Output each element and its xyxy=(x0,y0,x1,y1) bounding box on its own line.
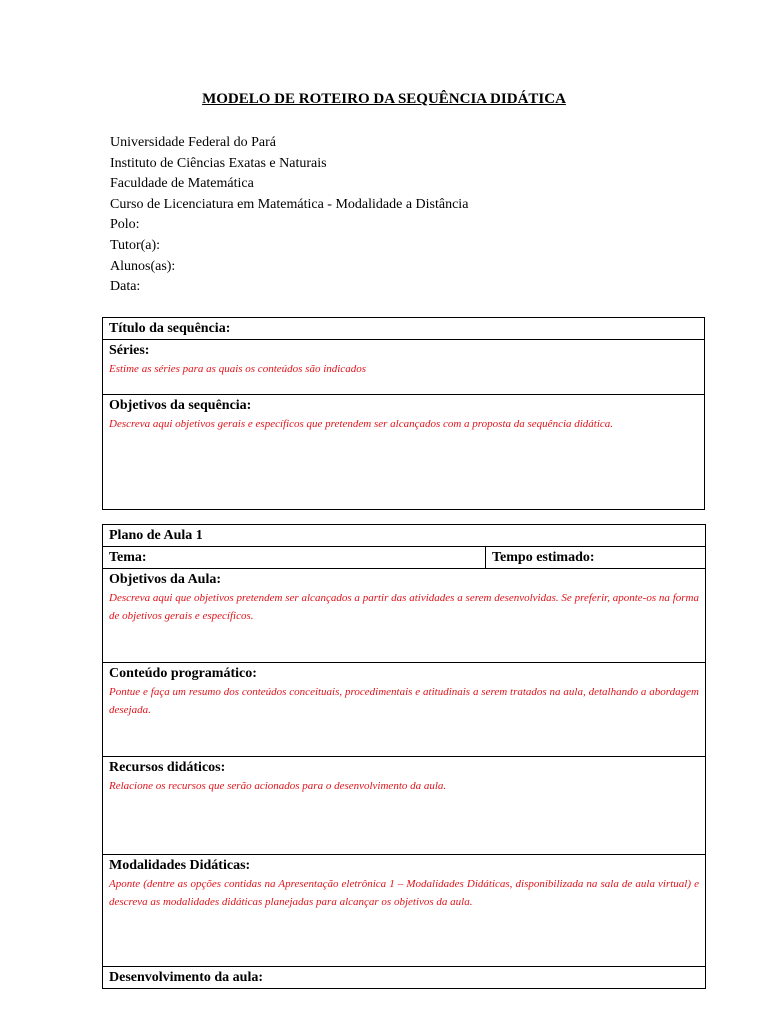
didactic-modalities-hint: Aponte (dentre as opções contidas na Apresentação eletrônica 1 – Modalidades Didáticas, disponibilizada na sala de aula virtual) e descreva as modalidades didáticas planejadas para alcançar os objetivos da aula. xyxy=(109,878,699,908)
course-line: Curso de Licenciatura em Matemática - Modalidade a Distância xyxy=(110,196,469,212)
program-content-label: Conteúdo programático: xyxy=(109,666,257,681)
didactic-resources-hint: Relacione os recursos que serão acionados para o desenvolvimento da aula. xyxy=(109,780,447,792)
lesson-development-label: Desenvolvimento da aula: xyxy=(109,970,263,985)
students-line: Alunos(as): xyxy=(110,258,176,274)
sequence-title-label: Título da sequência: xyxy=(109,321,231,336)
lesson-plan-cell xyxy=(103,525,706,547)
lesson-development-cell xyxy=(103,967,706,989)
didactic-resources-cell xyxy=(103,757,706,855)
tutor-line: Tutor(a): xyxy=(110,237,161,253)
sequence-title-cell xyxy=(103,318,705,340)
lesson-objectives-label: Objetivos da Aula: xyxy=(109,572,222,587)
university-line: Universidade Federal do Pará xyxy=(110,135,276,150)
sequence-objectives-label: Objetivos da sequência: xyxy=(109,398,252,413)
document-title: MODELO DE ROTEIRO DA SEQUÊNCIA DIDÁTICA xyxy=(202,91,566,107)
series-label: Séries: xyxy=(109,343,150,358)
series-cell xyxy=(103,340,705,395)
header-block xyxy=(110,133,468,298)
theme-cell xyxy=(103,547,486,569)
estimated-time-cell xyxy=(486,547,706,569)
didactic-resources-label: Recursos didáticos: xyxy=(109,760,226,775)
program-content-hint: Pontue e faça um resumo dos conteúdos conceituais, procedimentais e atitudinais a serem tratados na aula, detalhando a abordagem desejada. xyxy=(109,686,699,716)
sequence-objectives-hint: Descreva aqui objetivos gerais e específicos que pretendem ser alcançados com a proposta da sequência didática. xyxy=(109,418,614,430)
sequence-table xyxy=(102,317,705,510)
lesson-objectives-hint: Descreva aqui que objetivos pretendem ser alcançados a partir das atividades a serem desenvolvidas. Se preferir, aponte-os na forma de objetivos gerais e específicos. xyxy=(109,592,699,622)
lesson-plan-table xyxy=(102,524,706,989)
didactic-modalities-cell xyxy=(103,855,706,967)
date-line: Data: xyxy=(110,279,141,295)
didactic-modalities-label: Modalidades Didáticas: xyxy=(109,858,251,873)
lesson-objectives-cell xyxy=(103,569,706,663)
polo-line: Polo: xyxy=(110,217,140,233)
institute-line: Instituto de Ciências Exatas e Naturais xyxy=(110,155,327,171)
faculty-line: Faculdade de Matemática xyxy=(110,176,254,192)
estimated-time-label: Tempo estimado: xyxy=(492,550,595,565)
program-content-cell xyxy=(103,663,706,757)
lesson-plan-label: Plano de Aula 1 xyxy=(109,528,203,543)
sequence-objectives-cell xyxy=(103,395,705,510)
series-hint: Estime as séries para as quais os conteúdos são indicados xyxy=(109,363,366,375)
theme-label: Tema: xyxy=(109,550,147,565)
